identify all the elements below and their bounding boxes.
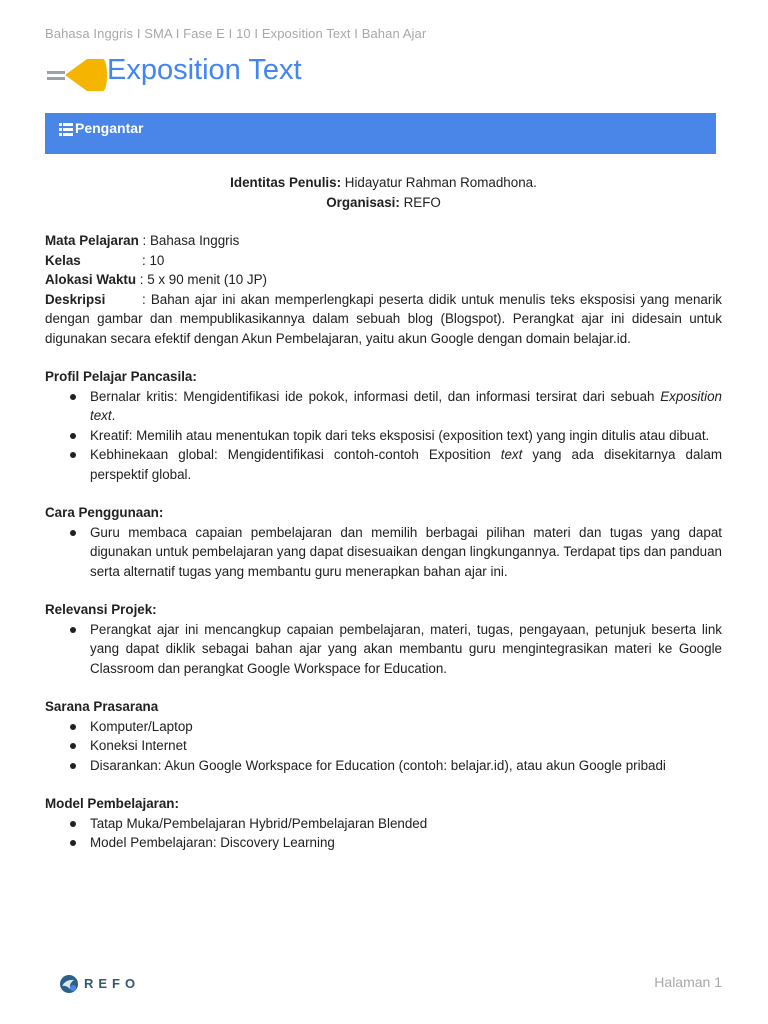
mapel-value: : Bahasa Inggris xyxy=(138,233,240,248)
deskripsi-label: Deskripsi xyxy=(45,291,106,307)
deskripsi-value: : Bahan ajar ini akan memperlengkapi peserta didik untuk menulis teks eksposisi yang menarik dengan gambar dan mempublikasikannya dalam sebuah blog (Blogspot). Perangkat ajar ini didesain untuk digunakan secara efektif dengan Akun Pembelajaran, yaitu akun Google dengan domain belajar.id. xyxy=(45,291,722,346)
refo-logo-icon xyxy=(58,973,80,995)
mapel-label: Mata Pelajaran xyxy=(45,233,139,248)
banner-label: Pengantar xyxy=(75,120,144,136)
list-item: Kreatif: Memilih atau menentukan topik dari teks eksposisi (exposition text) yang ingin ditulis atau dibuat. xyxy=(45,426,722,446)
list-item: Perangkat ajar ini mencangkup capaian pembelajaran, materi, tugas, pengayaan, petunjuk beserta link yang dapat diklik sebagai bahan ajar yang akan membantu guru mengintegrasikan materi ke Google Classroom dan perangkat Google Workspace for Education. xyxy=(45,620,722,679)
cara-title: Cara Penggunaan: xyxy=(45,505,164,520)
model-list xyxy=(45,814,722,853)
cara-list xyxy=(45,523,722,582)
meta-kelas xyxy=(45,251,722,271)
meta-alokasi xyxy=(45,270,722,290)
author-line xyxy=(45,173,722,193)
list-item: Model Pembelajaran: Discovery Learning xyxy=(45,833,722,853)
sarana-list xyxy=(45,717,722,776)
document-body xyxy=(45,173,722,853)
org-value: REFO xyxy=(399,194,441,210)
sarana-title: Sarana Prasarana xyxy=(45,699,159,714)
page-number: Halaman 1 xyxy=(654,974,722,990)
alokasi-label: Alokasi Waktu xyxy=(45,272,137,287)
title-row xyxy=(45,52,725,92)
author-value: Hidayatur Rahman Romadhona. xyxy=(341,175,537,190)
relevansi-title: Relevansi Projek: xyxy=(45,602,157,617)
list-item: Tatap Muka/Pembelajaran Hybrid/Pembelajaran Blended xyxy=(45,814,722,834)
list-item: Kebhinekaan global: Mengidentifikasi contoh-contoh Exposition text yang ada disekitarnya dalam perspektif global. xyxy=(45,445,722,484)
model-title: Model Pembelajaran: xyxy=(45,796,179,811)
list-item: Koneksi Internet xyxy=(45,736,722,756)
breadcrumb: Bahasa Inggris I SMA I Fase E I 10 I Exposition Text I Bahan Ajar xyxy=(45,26,427,41)
logo-text: REFO xyxy=(84,976,141,991)
list-item: Komputer/Laptop xyxy=(45,717,722,737)
alokasi-value: : 5 x 90 menit (10 JP) xyxy=(136,272,268,287)
megaphone-icon xyxy=(45,56,109,94)
profil-list xyxy=(45,387,722,485)
section-banner xyxy=(45,113,716,154)
org-label: Organisasi: xyxy=(326,194,400,210)
profil-title: Profil Pelajar Pancasila: xyxy=(45,369,197,384)
meta-deskripsi xyxy=(45,290,722,349)
refo-logo xyxy=(58,972,148,996)
relevansi-list xyxy=(45,620,722,679)
author-label: Identitas Penulis: xyxy=(230,175,342,190)
meta-mapel xyxy=(45,231,722,251)
list-item: Disarankan: Akun Google Workspace for Education (contoh: belajar.id), atau akun Google pribadi xyxy=(45,756,722,776)
org-line xyxy=(45,193,722,213)
list-icon xyxy=(59,123,73,136)
page-title: Exposition Text xyxy=(107,54,302,86)
list-item: Bernalar kritis: Mengidentifikasi ide pokok, informasi detil, dan informasi tersirat dari sebuah Exposition text. xyxy=(45,387,722,426)
kelas-value: : 10 xyxy=(142,252,165,268)
kelas-label: Kelas xyxy=(45,252,81,268)
list-item: Guru membaca capaian pembelajaran dan memilih berbagai pilihan materi dan tugas yang dapat digunakan untuk pembelajaran yang dapat disesuaikan dengan lingkungannya. Terdapat tips dan panduan serta alternatif tugas yang membantu guru menerapkan bahan ajar ini. xyxy=(45,523,722,582)
